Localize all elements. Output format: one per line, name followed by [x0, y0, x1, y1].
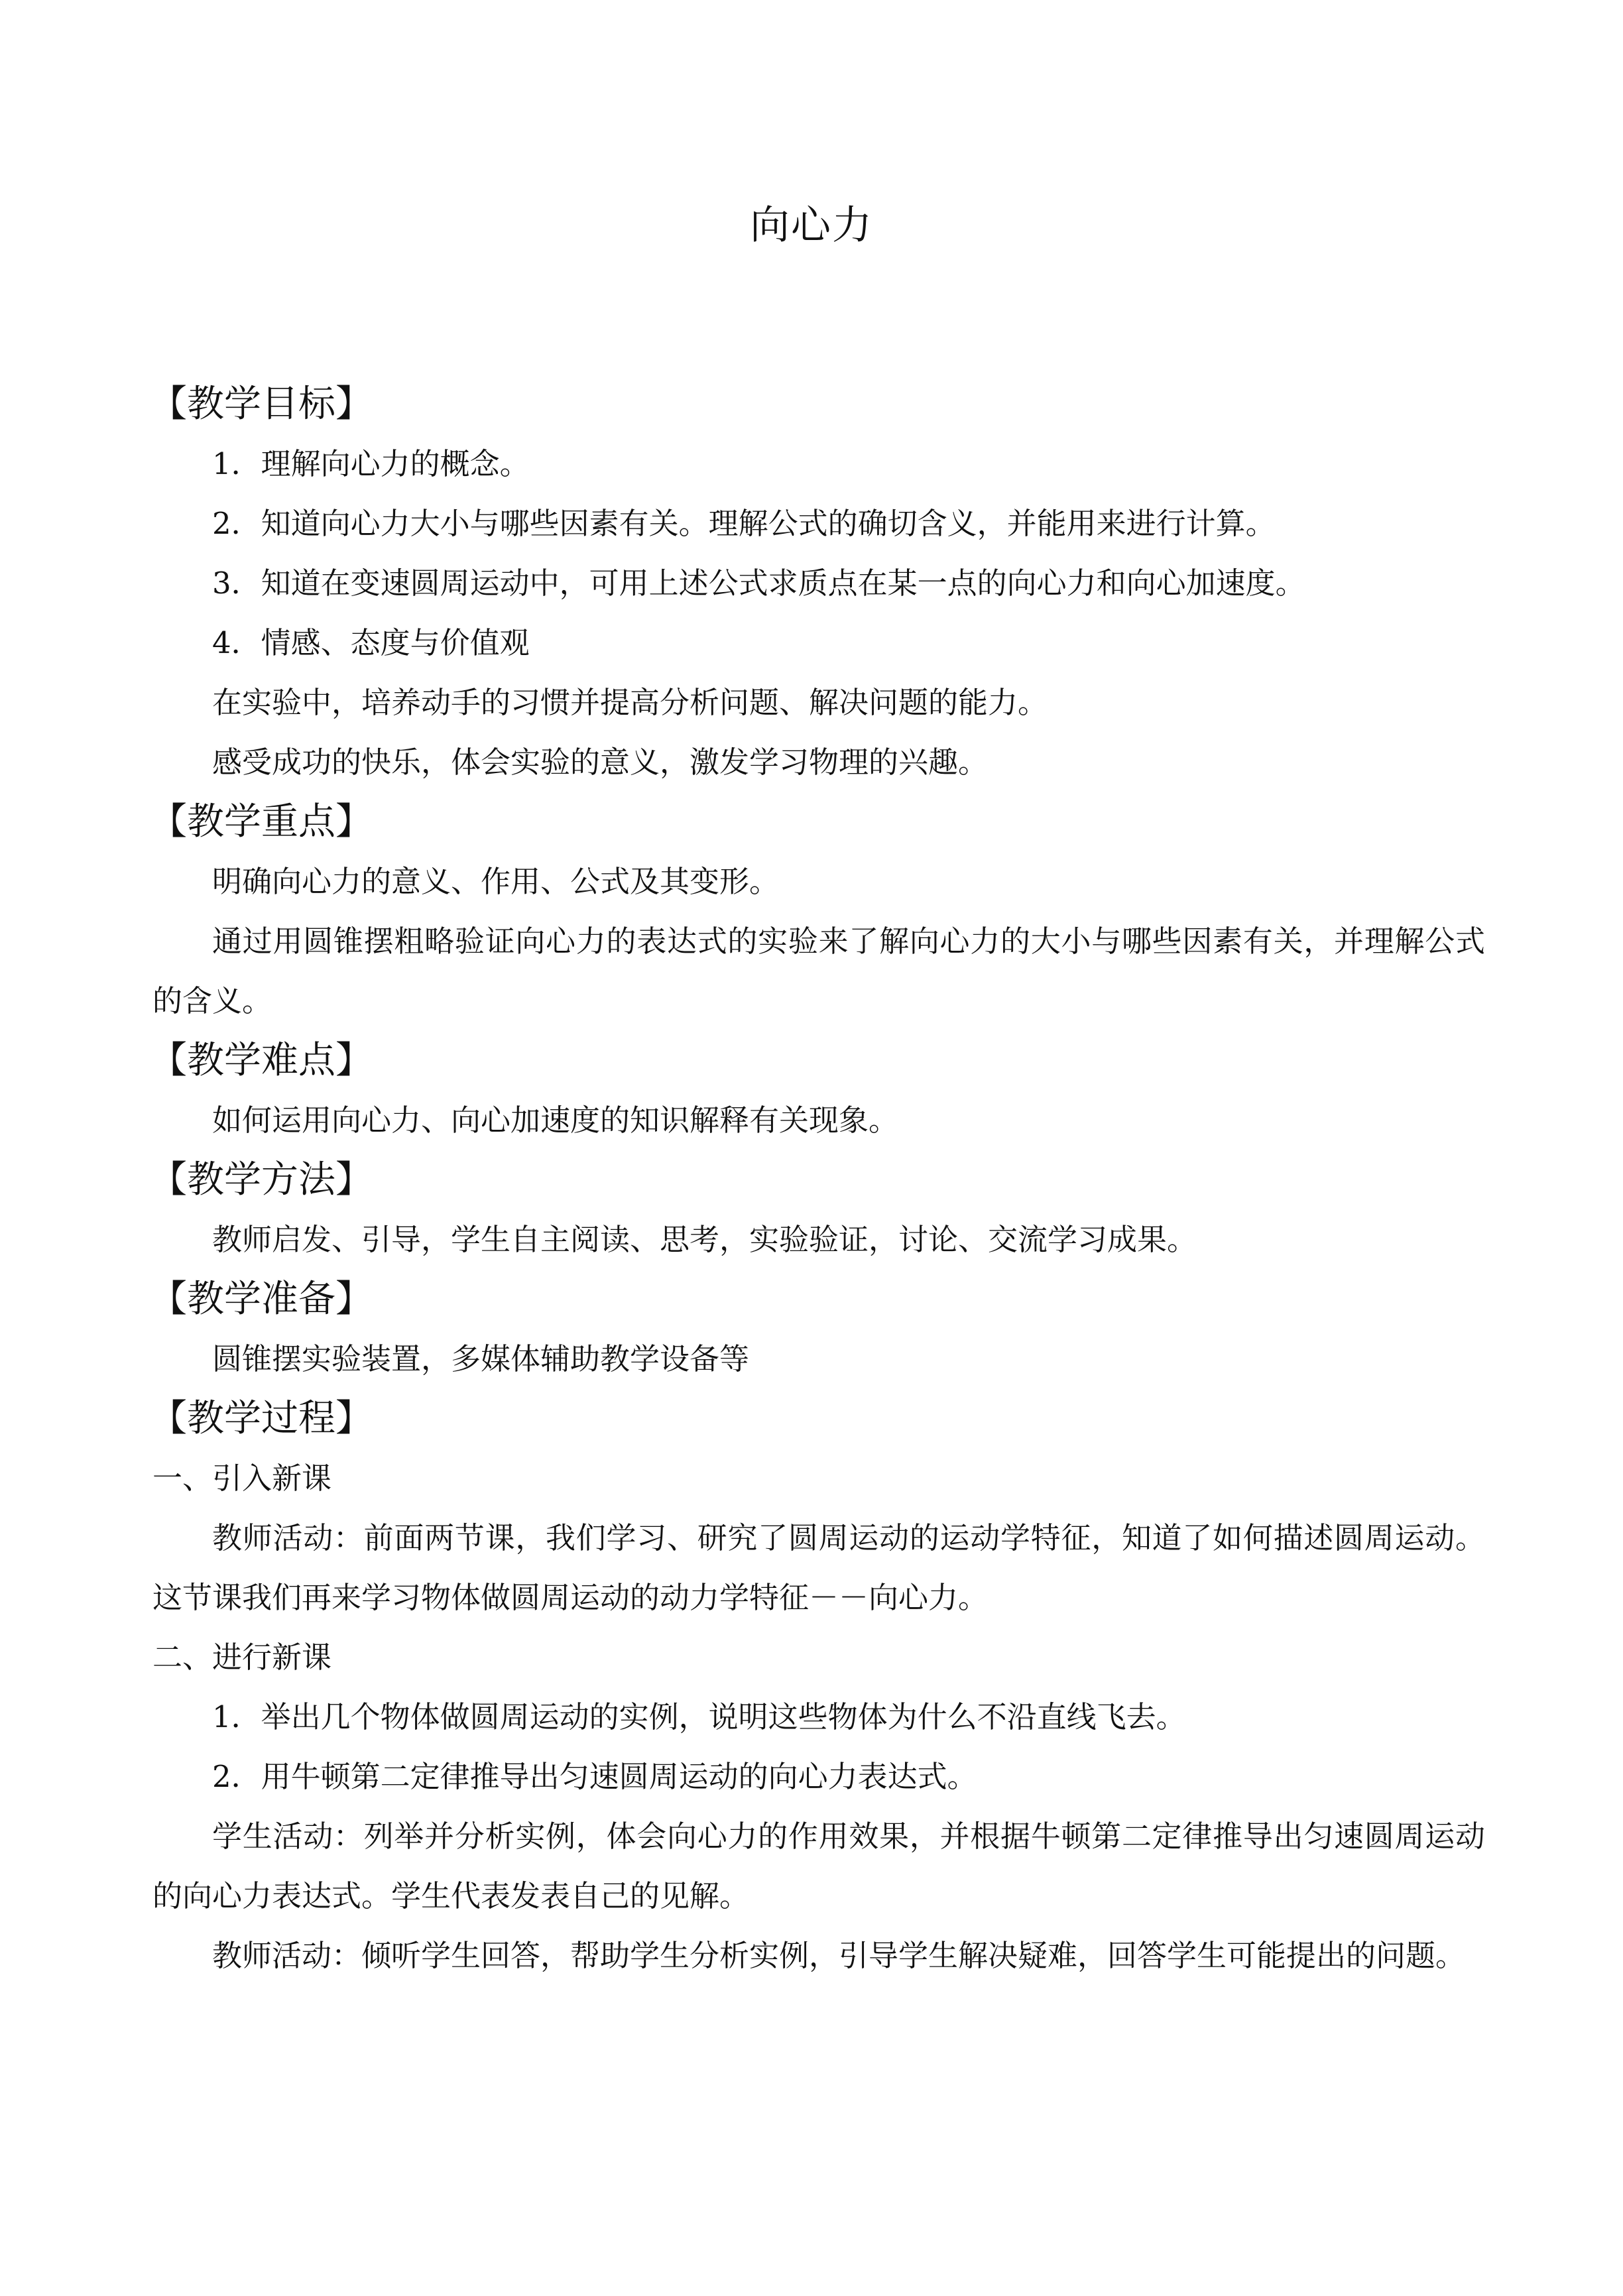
paragraph: 教师活动：前面两节课，我们学习、研究了圆周运动的运动学特征，知道了如何描述圆周运动。这节课我们再来学习物体做圆周运动的动力学特征－－向心力。 — [152, 1520, 1485, 1615]
paragraph: 4．情感、态度与价值观 — [212, 625, 530, 660]
paragraph: 明确向心力的意义、作用、公式及其变形。 — [212, 864, 780, 899]
paragraph: 教师活动：倾听学生回答，帮助学生分析实例，引导学生解决疑难，回答学生可能提出的问题。 — [212, 1938, 1466, 1973]
paragraph: 圆锥摆实验装置，多媒体辅助教学设备等 — [212, 1341, 750, 1376]
paragraph: 教师启发、引导，学生自主阅读、思考，实验验证，讨论、交流学习成果。 — [212, 1222, 1197, 1257]
document-body — [152, 375, 1485, 1986]
paragraph: 2．用牛顿第二定律推导出匀速圆周运动的向心力表达式。 — [212, 1759, 977, 1794]
paragraph: 3．知道在变速圆周运动中，可用上述公式求质点在某一点的向心力和向心加速度。 — [212, 566, 1305, 601]
paragraph: 感受成功的快乐，体会实验的意义，激发学习物理的兴趣。 — [212, 745, 989, 780]
paragraph: 1．理解向心力的概念。 — [212, 446, 530, 481]
paragraph: 在实验中，培养动手的习惯并提高分析问题、解决问题的能力。 — [212, 685, 1048, 720]
section-heading-objectives: 【教学目标】 — [150, 383, 373, 426]
section-heading-methods: 【教学方法】 — [150, 1158, 373, 1201]
paragraph: 1．举出几个物体做圆周运动的实例，说明这些物体为什么不沿直线飞去。 — [212, 1699, 1186, 1734]
paragraph: 学生活动：列举并分析实例，体会向心力的作用效果，并根据牛顿第二定律推导出匀速圆周运动的向心力表达式。学生代表发表自己的见解。 — [152, 1819, 1485, 1913]
section-heading-key-points: 【教学重点】 — [150, 800, 373, 843]
paragraph: 如何运用向心力、向心加速度的知识解释有关现象。 — [212, 1103, 899, 1138]
section-heading-process: 【教学过程】 — [150, 1397, 373, 1440]
section-heading-preparation: 【教学准备】 — [150, 1278, 373, 1321]
document-title: 向心力 — [750, 202, 873, 249]
paragraph: 通过用圆锥摆粗略验证向心力的表达式的实验来了解向心力的大小与哪些因素有关，并理解公式的含义。 — [152, 924, 1485, 1018]
subsection-title-introduction: 一、引入新课 — [152, 1461, 332, 1496]
paragraph: 2．知道向心力大小与哪些因素有关。理解公式的确切含义，并能用来进行计算。 — [212, 506, 1276, 541]
section-heading-difficulties: 【教学难点】 — [150, 1039, 373, 1082]
subsection-title-new-lesson: 二、进行新课 — [152, 1640, 332, 1675]
